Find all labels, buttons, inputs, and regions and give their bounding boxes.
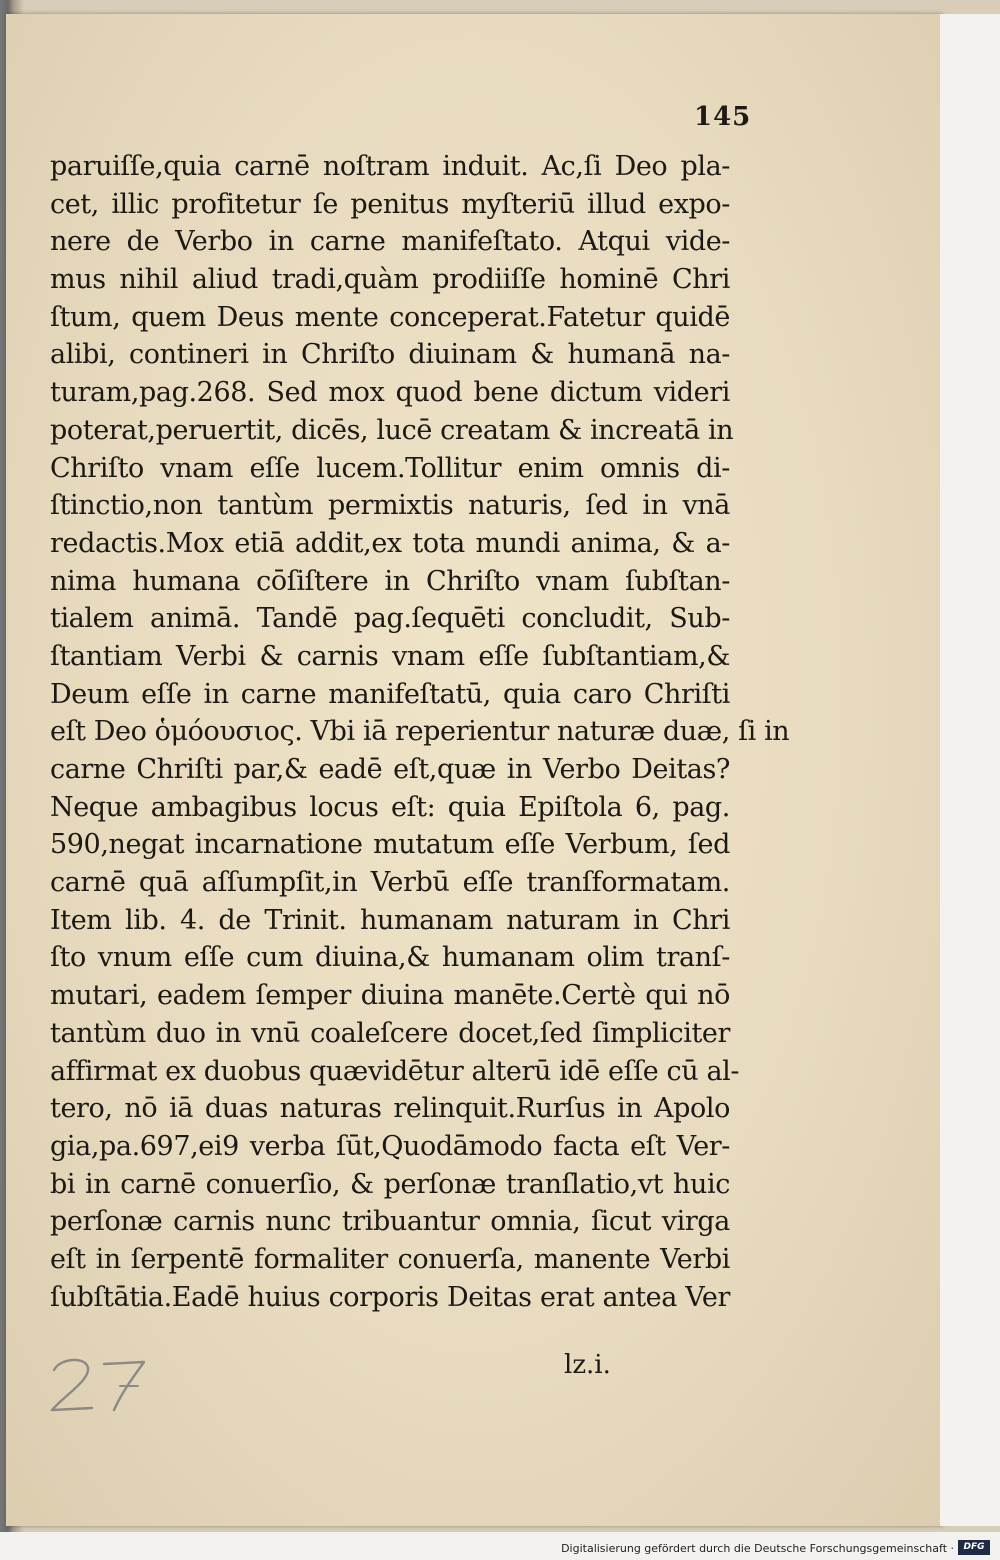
text-line: Item lib. 4. de Trinit. humanam naturam in Chri [50, 904, 730, 936]
page-number: 145 [694, 102, 752, 132]
text-line: alibi, contineri in Chriſto diuinam & humanā na- [50, 339, 730, 371]
text-line: Neque ambagibus locus eſt: quia Epiſtola 6, pag. [50, 791, 730, 823]
text-line: nima humana cōſiſtere in Chriſto vnam ſubſtan- [50, 565, 730, 597]
viewer-margin [940, 14, 1000, 1526]
book-page [6, 14, 941, 1526]
text-line: mus nihil aliud tradi,quàm prodiiſſe hominē Chri [50, 264, 730, 296]
text-block [50, 148, 790, 1316]
text-line: bi in carnē conuerſio, & perſonæ tranſlatio,vt huic [50, 1168, 730, 1200]
text-line: gia,pa.697,ei9 verba ſūt,Quodāmodo facta eſt Ver- [50, 1130, 730, 1162]
text-line: carnē quā aſſumpſit,in Verbū eſſe tranſformatam. [50, 867, 730, 899]
text-line: tero, nō iā duas naturas relinquit.Rurſus in Apolo [50, 1093, 730, 1125]
text-line: tantùm duo in vnū coaleſcere docet,ſed ſimpliciter [50, 1017, 730, 1049]
text-line: ſtinctio,non tantùm permixtis naturis, ſed in vnā [50, 490, 730, 522]
text-line: Deum eſſe in carne manifeſtatū, quia caro Chriſti [50, 678, 730, 710]
text-line: ſtantiam Verbi & carnis vnam eſſe ſubſtantiam,& [50, 640, 730, 672]
dfg-logo-icon: DFG [958, 1540, 990, 1555]
text-line: tialem animā. Tandē pag.ſequēti concludit, Sub- [50, 603, 730, 635]
text-line: carne Chriſti par,& eadē eſt,quæ in Verbo Deitas? [50, 754, 730, 785]
text-line: mutari, eadem ſemper diuina manēte.Certè qui nō [50, 980, 730, 1012]
text-line: 590,negat incarnatione mutatum eſſe Verbum, ſed [50, 829, 730, 861]
signature-mark: lz.i. [564, 1350, 611, 1380]
text-line: cet, illic profitetur ſe penitus myſteriū illud expo- [50, 188, 730, 220]
text-line: nere de Verbo in carne manifeſtato. Atqui vide- [50, 226, 730, 258]
text-line: turam,pag.268. Sed mox quod bene dictum videri [50, 377, 730, 409]
text-line: ſto vnum eſſe cum diuina,& humanam olim tranſ- [50, 942, 730, 974]
text-line: perſonæ carnis nunc tribuantur omnia, ſicut virga [50, 1206, 730, 1238]
funding-credit: Digitalisierung gefördert durch die Deutsche Forschungsgemeinschaft · [561, 1542, 954, 1555]
handwritten-number [46, 1352, 156, 1414]
text-line: affirmat ex duobus quævidētur alterū idē eſſe cū al- [50, 1055, 740, 1087]
text-line: redactis.Mox etiā addit,ex tota mundi anima, & a- [50, 527, 730, 559]
text-line: ſubſtātia.Eadē huius corporis Deitas erat antea Ver [50, 1281, 730, 1313]
text-line: ſtum, quem Deus mente conceperat.Fatetur quidē [50, 301, 730, 333]
text-line: eſt Deo ὁμόουσιος. Vbi iā reperientur naturæ duæ, ſi in [50, 716, 790, 748]
text-line: eſt in ſerpentē formaliter conuerſa, manente Verbi [50, 1243, 730, 1275]
text-line: poterat,peruertit, dicēs, lucē creatam & increatā in [50, 414, 734, 446]
text-line: paruiſſe,quia carnē noſtram induit. Ac,ſi Deo pla- [50, 151, 730, 182]
text-line: Chriſto vnam eſſe lucem.Tollitur enim omnis di- [50, 452, 730, 484]
